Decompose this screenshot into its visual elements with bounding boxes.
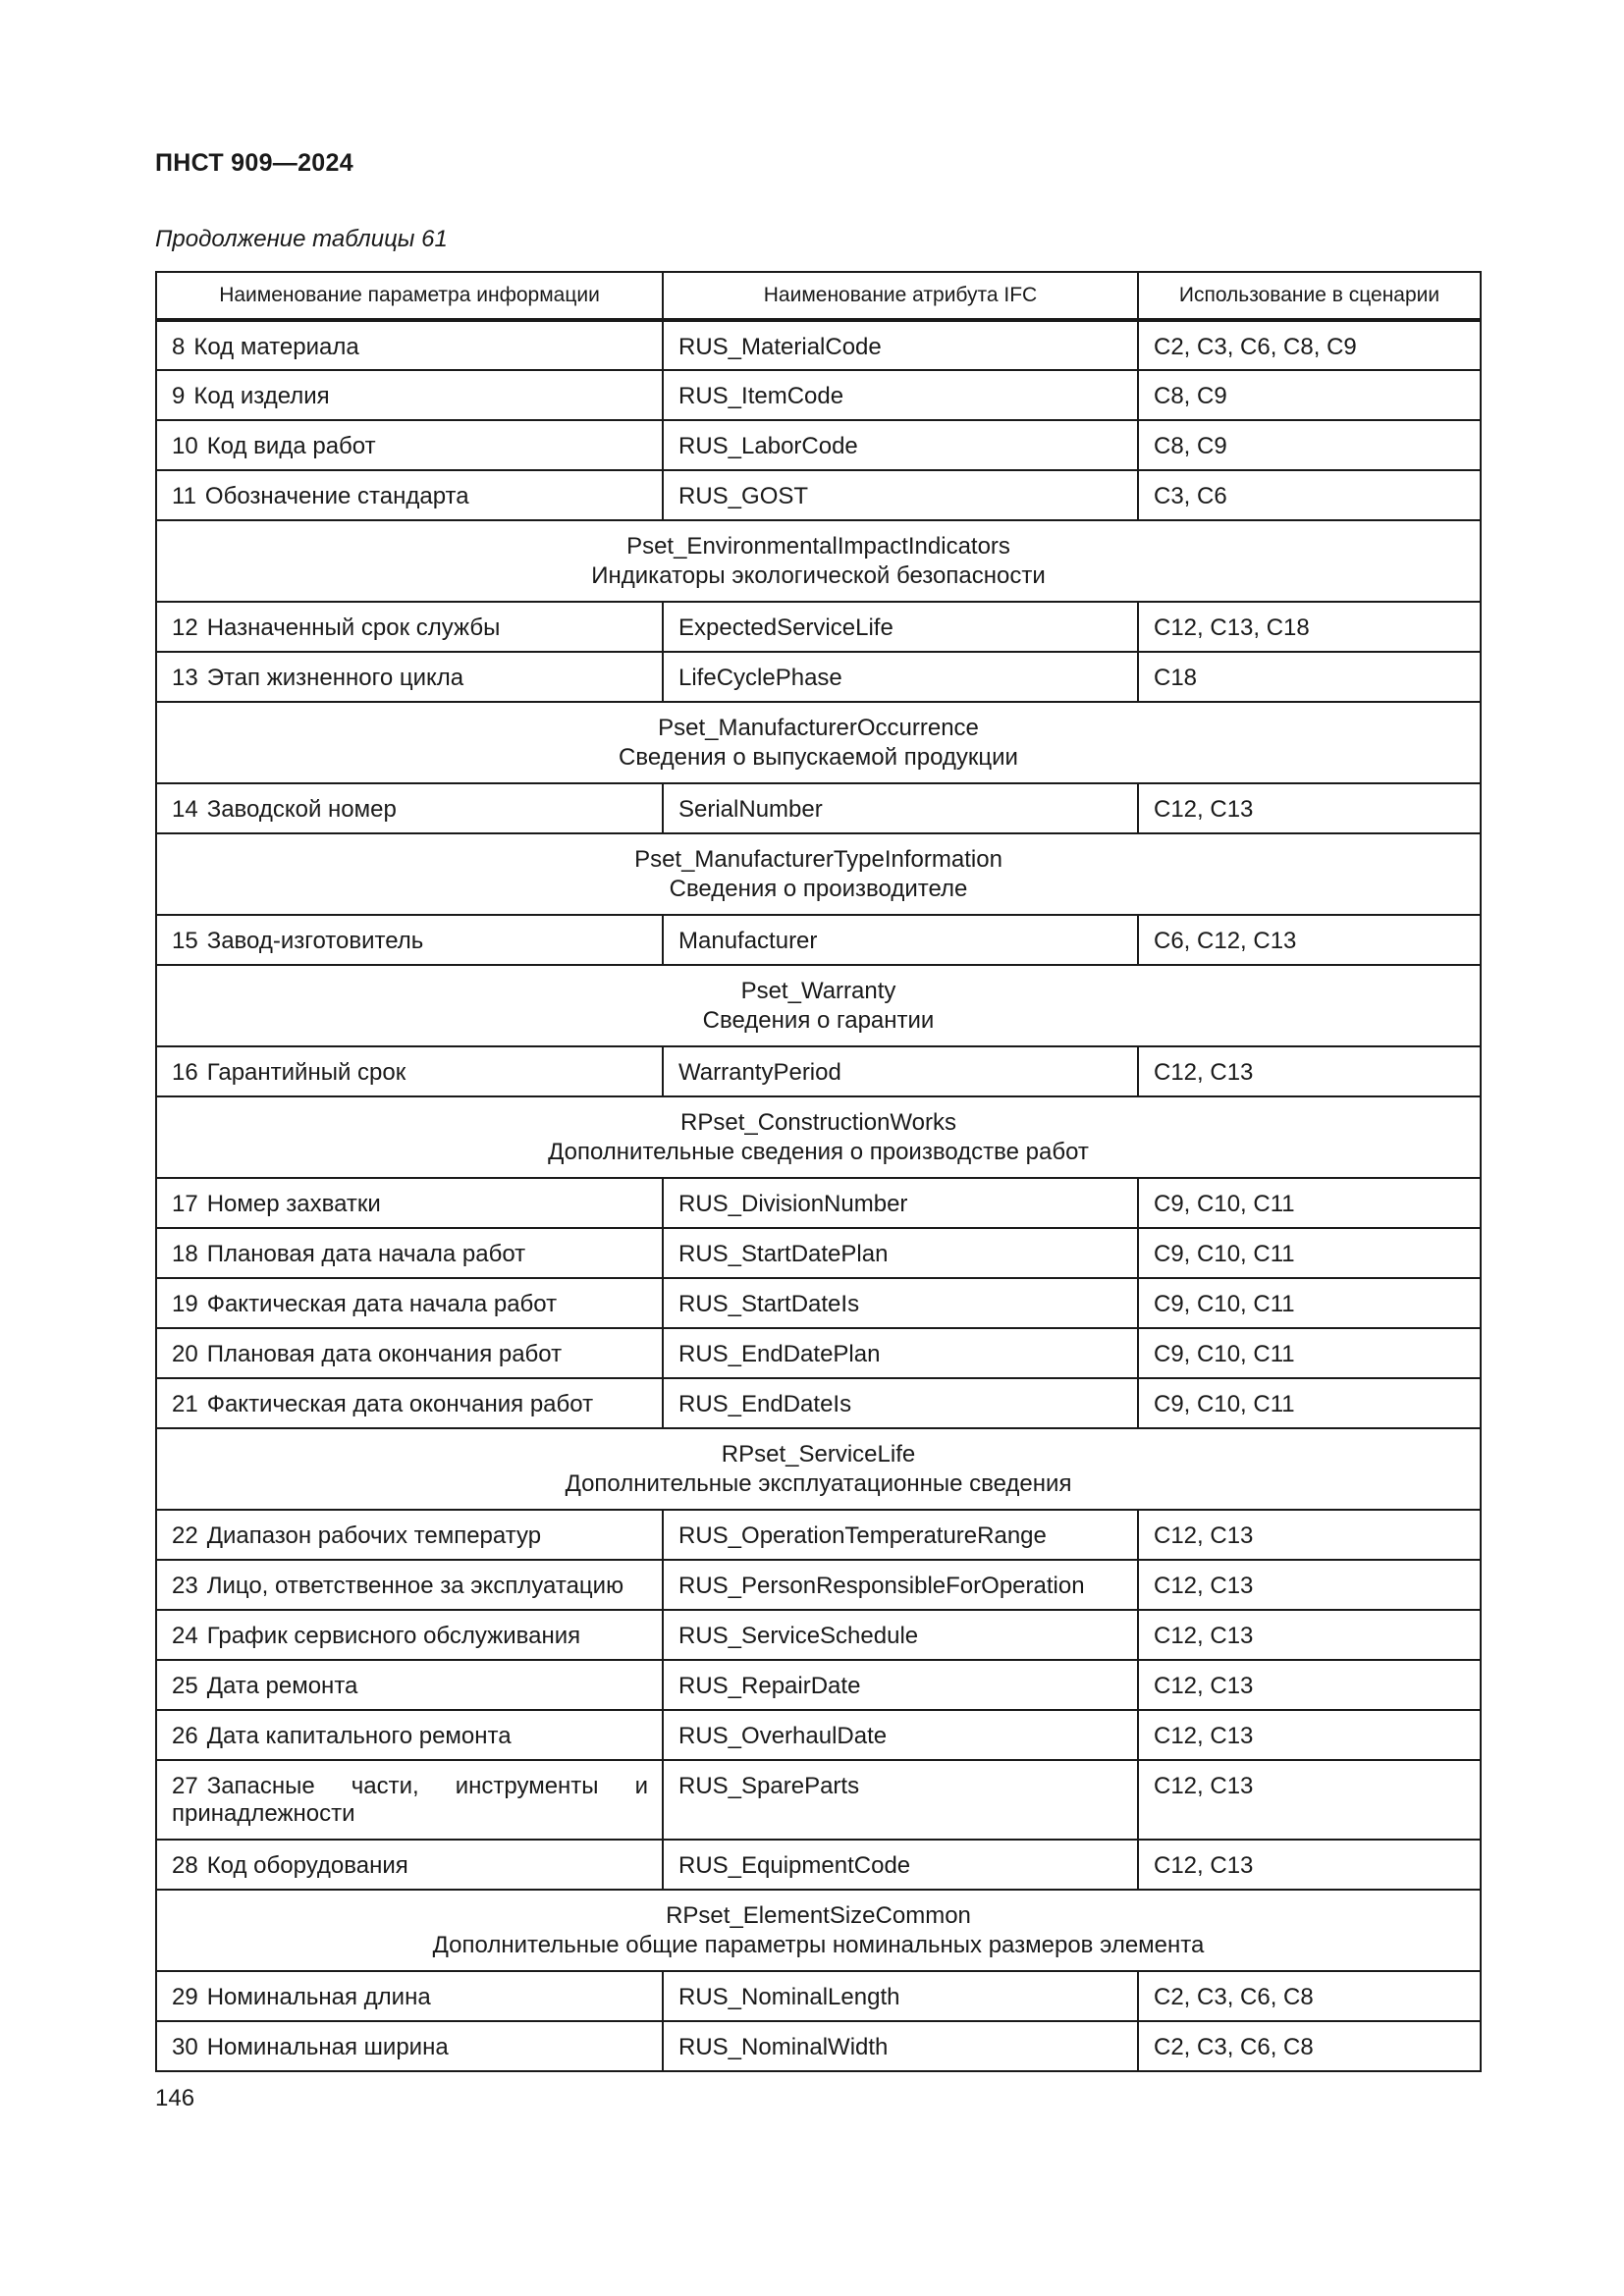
property-set-title: Дополнительные сведения о производстве работ: [548, 1139, 1089, 1165]
parameter-name-cell: [156, 1378, 663, 1428]
scenario-usage-cell: C12, C13: [1138, 1510, 1481, 1560]
parameter-number: 29: [172, 1984, 198, 2010]
group-header-row: [156, 1428, 1481, 1510]
property-set-title: Сведения о производителе: [669, 876, 968, 902]
parameter-name: Дата ремонта: [206, 1673, 358, 1699]
parameter-name-cell: [156, 915, 663, 965]
ifc-attribute-cell: RUS_OperationTemperatureRange: [663, 1510, 1138, 1560]
table-row: [156, 652, 1481, 702]
group-header-row: [156, 520, 1481, 602]
table-row: [156, 1760, 1481, 1840]
document-code: ПНСТ 909—2024: [155, 149, 353, 177]
parameter-number: 26: [172, 1723, 198, 1749]
table-row: [156, 1560, 1481, 1610]
parameter-name-cell: [156, 1328, 663, 1378]
table-row: [156, 1178, 1481, 1228]
ifc-attribute-cell: SerialNumber: [663, 783, 1138, 833]
scenario-usage-cell: C18: [1138, 652, 1481, 702]
parameter-number: 20: [172, 1341, 198, 1367]
table-row: [156, 1710, 1481, 1760]
parameter-name-cell: [156, 320, 663, 370]
parameter-name-cell: [156, 1510, 663, 1560]
parameter-number: 23: [172, 1573, 198, 1599]
parameter-name: Дата капитального ремонта: [206, 1723, 512, 1749]
ifc-attribute-cell: RUS_NominalWidth: [663, 2021, 1138, 2071]
parameter-name-cell: [156, 420, 663, 470]
scenario-usage-cell: C6, C12, C13: [1138, 915, 1481, 965]
parameter-name-cell: [156, 2021, 663, 2071]
parameter-name-cell: [156, 1760, 663, 1840]
parameter-number: 16: [172, 1059, 198, 1086]
parameter-number: 15: [172, 928, 198, 954]
table-row: [156, 1046, 1481, 1096]
parameter-name-cell: [156, 1660, 663, 1710]
scenario-usage-cell: C12, C13: [1138, 1560, 1481, 1610]
ifc-attribute-cell: RUS_ServiceSchedule: [663, 1610, 1138, 1660]
ifc-attribute-cell: RUS_PersonResponsibleForOperation: [663, 1560, 1138, 1610]
parameter-name-cell: [156, 1610, 663, 1660]
scenario-usage-cell: C3, C6: [1138, 470, 1481, 520]
parameter-number: 14: [172, 796, 198, 823]
group-header-row: [156, 1890, 1481, 1971]
ifc-attribute-cell: ExpectedServiceLife: [663, 602, 1138, 652]
parameter-number: 30: [172, 2034, 198, 2060]
scenario-usage-cell: C2, C3, C6, C8, C9: [1138, 320, 1481, 370]
parameter-number: 10: [172, 433, 198, 459]
header-scenario-usage: Использование в сценарии: [1138, 272, 1481, 320]
parameters-table: [155, 271, 1482, 2072]
parameter-name: Запасные части, инструменты и принадлежности: [172, 1773, 648, 1827]
scenario-usage-cell: C9, C10, C11: [1138, 1378, 1481, 1428]
table-row: [156, 2021, 1481, 2071]
ifc-attribute-cell: RUS_MaterialCode: [663, 320, 1138, 370]
header-parameter-name: Наименование параметра информации: [156, 272, 663, 320]
group-header-cell: [156, 1890, 1481, 1971]
table-row: [156, 1510, 1481, 1560]
table-row: [156, 1228, 1481, 1278]
table-row: [156, 602, 1481, 652]
ifc-attribute-cell: RUS_StartDateIs: [663, 1278, 1138, 1328]
group-header-row: [156, 833, 1481, 915]
parameter-name: Диапазон рабочих температур: [206, 1522, 542, 1549]
group-header-row: [156, 702, 1481, 783]
scenario-usage-cell: C9, C10, C11: [1138, 1228, 1481, 1278]
ifc-attribute-cell: RUS_RepairDate: [663, 1660, 1138, 1710]
table-row: [156, 1278, 1481, 1328]
property-set-title: Индикаторы экологической безопасности: [591, 562, 1046, 589]
scenario-usage-cell: C12, C13: [1138, 1710, 1481, 1760]
ifc-attribute-cell: RUS_LaborCode: [663, 420, 1138, 470]
parameter-name-cell: [156, 370, 663, 420]
table-row: [156, 915, 1481, 965]
scenario-usage-cell: C12, C13: [1138, 1760, 1481, 1840]
group-header-row: [156, 1096, 1481, 1178]
table-row: [156, 1328, 1481, 1378]
parameter-number: 25: [172, 1673, 198, 1699]
scenario-usage-cell: C12, C13: [1138, 1046, 1481, 1096]
property-set-name: RPset_ServiceLife: [721, 1441, 916, 1468]
ifc-attribute-cell: RUS_DivisionNumber: [663, 1178, 1138, 1228]
parameter-name-cell: [156, 783, 663, 833]
parameter-number: 11: [172, 483, 196, 509]
parameter-name-cell: [156, 1046, 663, 1096]
group-header-cell: [156, 702, 1481, 783]
parameter-number: 17: [172, 1191, 198, 1217]
ifc-attribute-cell: RUS_EndDatePlan: [663, 1328, 1138, 1378]
header-ifc-attribute: Наименование атрибута IFC: [663, 272, 1138, 320]
scenario-usage-cell: C9, C10, C11: [1138, 1178, 1481, 1228]
parameter-name: Номинальная ширина: [206, 2034, 449, 2060]
parameter-number: 21: [172, 1391, 198, 1417]
parameter-number: 19: [172, 1291, 198, 1317]
table-row: [156, 320, 1481, 370]
table-caption: Продолжение таблицы 61: [155, 226, 448, 252]
ifc-attribute-cell: RUS_ItemCode: [663, 370, 1138, 420]
table-row: [156, 1840, 1481, 1890]
parameter-number: 8: [172, 334, 186, 360]
parameter-number: 22: [172, 1522, 198, 1549]
parameter-name: Номер захватки: [206, 1191, 381, 1217]
table-row: [156, 420, 1481, 470]
parameter-number: 12: [172, 614, 198, 641]
parameter-name: Плановая дата окончания работ: [206, 1341, 563, 1367]
scenario-usage-cell: C8, C9: [1138, 420, 1481, 470]
parameter-name: Фактическая дата окончания работ: [206, 1391, 594, 1417]
group-header-row: [156, 965, 1481, 1046]
ifc-attribute-cell: LifeCyclePhase: [663, 652, 1138, 702]
table-header-row: [156, 272, 1481, 320]
table-row: [156, 1610, 1481, 1660]
parameter-name: Назначенный срок службы: [206, 614, 501, 641]
scenario-usage-cell: C9, C10, C11: [1138, 1278, 1481, 1328]
ifc-attribute-cell: RUS_StartDatePlan: [663, 1228, 1138, 1278]
parameter-name: Лицо, ответственное за эксплуатацию: [206, 1573, 624, 1599]
scenario-usage-cell: C12, C13: [1138, 783, 1481, 833]
parameter-number: 24: [172, 1623, 198, 1649]
parameter-name: Фактическая дата начала работ: [206, 1291, 558, 1317]
parameter-name: Код оборудования: [206, 1852, 408, 1879]
parameter-name: Завод-изготовитель: [206, 928, 424, 954]
property-set-name: Pset_Warranty: [740, 978, 896, 1004]
property-set-name: Pset_EnvironmentalImpactIndicators: [626, 533, 1010, 560]
ifc-attribute-cell: WarrantyPeriod: [663, 1046, 1138, 1096]
parameter-number: 9: [172, 383, 186, 409]
table-row: [156, 470, 1481, 520]
scenario-usage-cell: C8, C9: [1138, 370, 1481, 420]
parameter-name-cell: [156, 1971, 663, 2021]
scenario-usage-cell: C12, C13: [1138, 1610, 1481, 1660]
page-number: 146: [155, 2085, 195, 2111]
group-header-cell: [156, 520, 1481, 602]
parameter-name: Код вида работ: [206, 433, 376, 459]
parameter-name-cell: [156, 1710, 663, 1760]
parameter-name: Гарантийный срок: [206, 1059, 406, 1086]
parameter-number: 18: [172, 1241, 198, 1267]
table-row: [156, 1378, 1481, 1428]
table-body: [156, 320, 1481, 2071]
scenario-usage-cell: C12, C13: [1138, 1660, 1481, 1710]
ifc-attribute-cell: RUS_OverhaulDate: [663, 1710, 1138, 1760]
property-set-name: RPset_ElementSizeCommon: [666, 1902, 971, 1929]
parameter-name-cell: [156, 652, 663, 702]
parameter-name: Обозначение стандарта: [204, 483, 469, 509]
ifc-attribute-cell: Manufacturer: [663, 915, 1138, 965]
group-header-cell: [156, 1428, 1481, 1510]
scenario-usage-cell: C12, C13, C18: [1138, 602, 1481, 652]
table-row: [156, 370, 1481, 420]
scenario-usage-cell: C9, C10, C11: [1138, 1328, 1481, 1378]
parameter-name: Плановая дата начала работ: [206, 1241, 526, 1267]
table-row: [156, 1971, 1481, 2021]
parameter-name-cell: [156, 1228, 663, 1278]
property-set-title: Дополнительные общие параметры номинальных размеров элемента: [432, 1932, 1205, 1958]
parameter-name: График сервисного обслуживания: [206, 1623, 581, 1649]
group-header-cell: [156, 833, 1481, 915]
property-set-title: Сведения о выпускаемой продукции: [619, 744, 1018, 771]
table-row: [156, 783, 1481, 833]
group-header-cell: [156, 965, 1481, 1046]
ifc-attribute-cell: RUS_GOST: [663, 470, 1138, 520]
parameter-number: 13: [172, 665, 198, 691]
scenario-usage-cell: C2, C3, C6, C8: [1138, 1971, 1481, 2021]
ifc-attribute-cell: RUS_EquipmentCode: [663, 1840, 1138, 1890]
table-row: [156, 1660, 1481, 1710]
scenario-usage-cell: C12, C13: [1138, 1840, 1481, 1890]
property-set-title: Дополнительные эксплуатационные сведения: [565, 1470, 1072, 1497]
parameter-number: 27: [172, 1773, 198, 1799]
property-set-name: Pset_ManufacturerOccurrence: [658, 715, 979, 741]
parameter-number: 28: [172, 1852, 198, 1879]
property-set-name: Pset_ManufacturerTypeInformation: [634, 846, 1002, 873]
property-set-title: Сведения о гарантии: [702, 1007, 935, 1034]
parameter-name: Заводской номер: [206, 796, 397, 823]
scenario-usage-cell: C2, C3, C6, C8: [1138, 2021, 1481, 2071]
parameter-name: Код изделия: [193, 383, 330, 409]
parameter-name-cell: [156, 1560, 663, 1610]
parameter-name: Код материала: [193, 334, 359, 360]
parameter-name-cell: [156, 1840, 663, 1890]
ifc-attribute-cell: RUS_EndDateIs: [663, 1378, 1138, 1428]
parameter-name-cell: [156, 470, 663, 520]
parameter-name-cell: [156, 1178, 663, 1228]
ifc-attribute-cell: RUS_SpareParts: [663, 1760, 1138, 1840]
parameter-name-cell: [156, 1278, 663, 1328]
ifc-attribute-cell: RUS_NominalLength: [663, 1971, 1138, 2021]
property-set-name: RPset_ConstructionWorks: [680, 1109, 956, 1136]
parameter-name-cell: [156, 602, 663, 652]
parameter-name: Этап жизненного цикла: [206, 665, 464, 691]
parameter-name: Номинальная длина: [206, 1984, 431, 2010]
group-header-cell: [156, 1096, 1481, 1178]
